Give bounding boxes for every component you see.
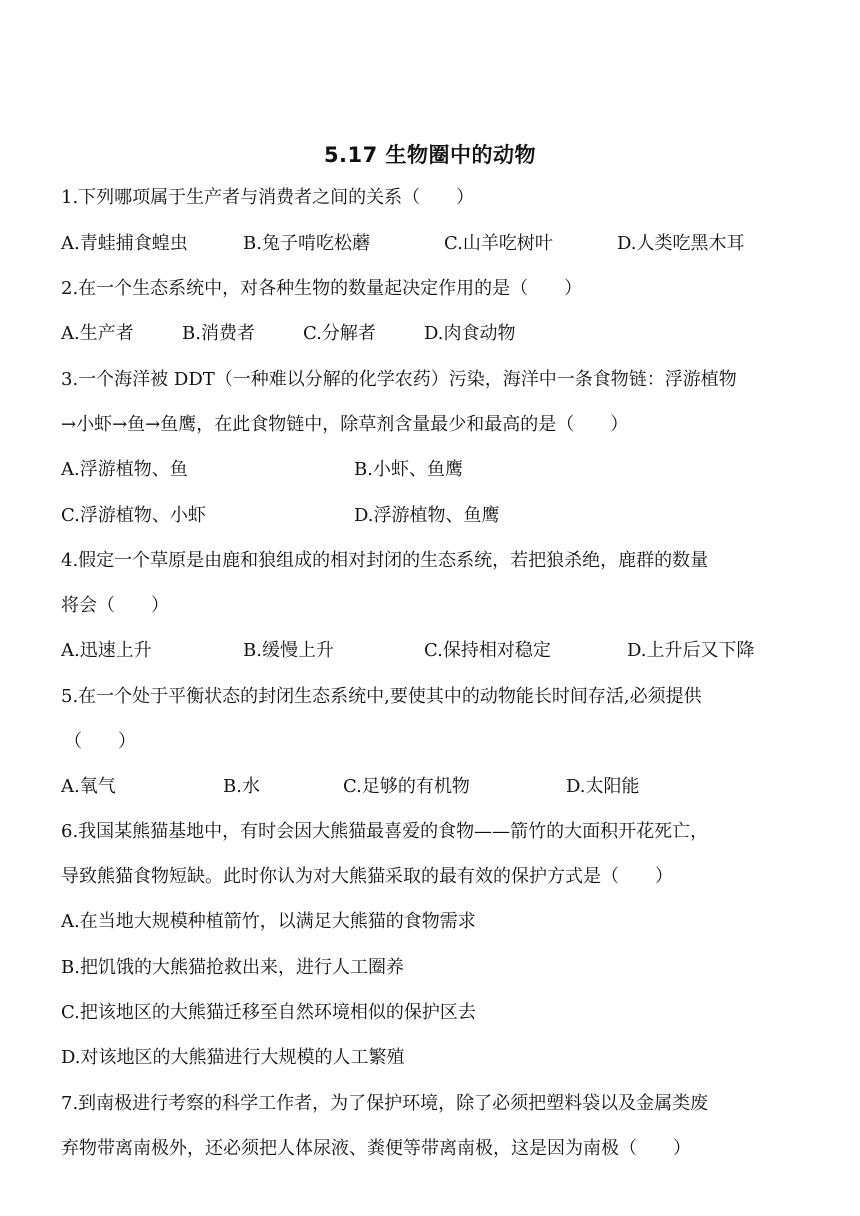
question-2-option-b: B.消费者 [182,323,255,344]
question-3-stem-line-1: 3.一个海洋被 DDT（一种难以分解的化学农药）污染，海洋中一条食物链：浮游植物 [61,369,737,390]
question-5-option-a: A.氧气 [61,776,116,797]
question-3-option-d: D.浮游植物、鱼鹰 [354,505,500,526]
question-4-stem-line-2: 将会（ ） [61,595,169,616]
question-2-option-a: A.生产者 [61,323,134,344]
question-1-option-a: A.青蛙捕食蝗虫 [61,233,188,254]
question-4-option-d: D.上升后又下降 [627,640,755,661]
question-6-option-b: B.把饥饿的大熊猫抢救出来，进行人工圈养 [61,957,404,978]
question-7-stem-line-1: 7.到南极进行考察的科学工作者，为了保护环境，除了必须把塑料袋以及金属类废 [61,1093,709,1114]
question-2-option-d: D.肉食动物 [424,323,516,344]
question-1-option-b: B.兔子啃吃松蘑 [243,233,370,254]
page-title: 5.17 生物圈中的动物 [323,143,537,167]
question-2-stem: 2.在一个生态系统中，对各种生物的数量起决定作用的是（ ） [61,278,583,299]
question-4-option-c: C.保持相对稳定 [424,640,551,661]
question-6-option-d: D.对该地区的大熊猫进行大规模的人工繁殖 [61,1047,405,1068]
question-4-option-a: A.迅速上升 [61,640,152,661]
question-7-stem-line-2: 弃物带离南极外，还必须把人体尿液、粪便等带离南极，这是因为南极（ ） [61,1138,691,1159]
question-5-option-c: C.足够的有机物 [343,776,470,797]
question-6-option-a: A.在当地大规模种植箭竹，以满足大熊猫的食物需求 [61,911,476,932]
question-6-stem-line-2: 导致熊猫食物短缺。此时你认为对大熊猫采取的最有效的保护方式是（ ） [61,866,673,887]
question-2-option-c: C.分解者 [303,323,376,344]
question-4-stem-line-1: 4.假定一个草原是由鹿和狼组成的相对封闭的生态系统，若把狼杀绝，鹿群的数量 [61,550,709,571]
question-1-stem: 1.下列哪项属于生产者与消费者之间的关系（ ） [61,187,475,208]
question-3-option-c: C.浮游植物、小虾 [61,505,206,526]
question-1-option-c: C.山羊吃树叶 [444,233,553,254]
question-3-option-b: B.小虾、鱼鹰 [354,459,463,480]
question-6-stem-line-1: 6.我国某熊猫基地中，有时会因大熊猫最喜爱的食物——箭竹的大面积开花死亡， [61,821,709,842]
question-5-stem-line-1: 5.在一个处于平衡状态的封闭生态系统中,要使其中的动物能长时间存活,必须提供 [61,686,702,707]
question-5-option-d: D.太阳能 [566,776,640,797]
question-6-option-c: C.把该地区的大熊猫迁移至自然环境相似的保护区去 [61,1002,476,1023]
question-1-option-d: D.人类吃黑木耳 [617,233,745,254]
question-5-option-b: B.水 [223,776,260,797]
question-3-option-a: A.浮游植物、鱼 [61,459,188,480]
question-4-option-b: B.缓慢上升 [243,640,334,661]
question-5-stem-line-2: （ ） [64,731,136,752]
question-3-stem-line-2: →小虾→鱼→鱼鹰，在此食物链中，除草剂含量最少和最高的是（ ） [61,414,629,435]
